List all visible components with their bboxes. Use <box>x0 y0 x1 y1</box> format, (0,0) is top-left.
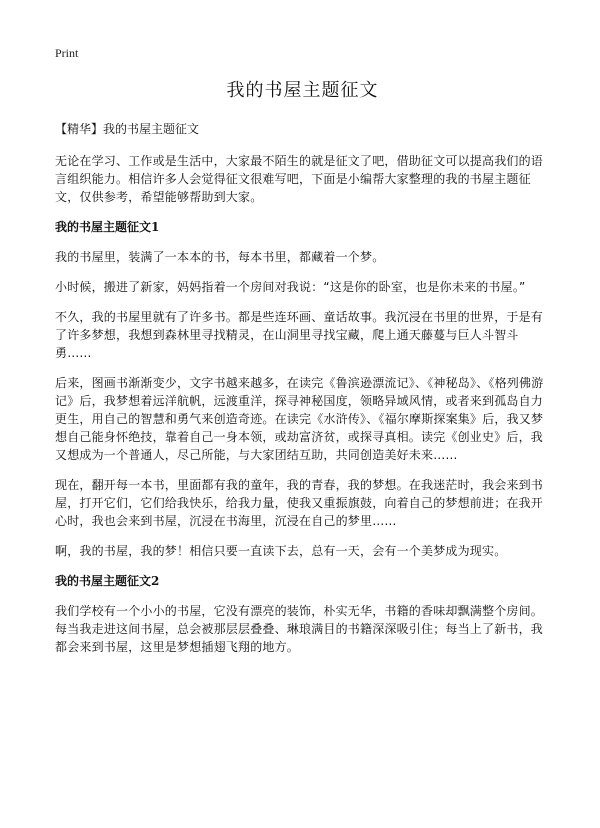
paragraph: 小时候，搬进了新家，妈妈指着一个房间对我说：“这是你的卧室，也是你未来的书屋。” <box>55 280 526 294</box>
document-body <box>55 78 550 668</box>
intro-paragraph: 无论在学习、工作或是生活中，大家最不陌生的就是征文了吧，借助征文可以提高我们的语言组织能力。相信许多人会觉得征文很难写吧，下面是小编帮大家整理的我的书屋主题征文，仅供参考，希望能够帮助到大家。 <box>55 154 544 204</box>
paragraph: 现在，翻开每一本书，里面都有我的童年，我的青春，我的梦想。在我迷茫时，我会来到书屋，打开它们，它们给我快乐，给我力量，使我又重振旗鼓，向着自己的梦想前进；在我开心时，我也会来到书屋，沉浸在书海里，沉浸在自己的梦里…… <box>55 478 544 528</box>
print-link[interactable]: Print <box>55 46 79 60</box>
paragraph: 啊，我的书屋，我的梦！相信只要一直读下去，总有一天，会有一个美梦成为现实。 <box>55 544 507 558</box>
paragraph: 我的书屋里，装满了一本本的书，每本书里，都藏着一个梦。 <box>55 250 385 264</box>
paragraph: 后来，图画书渐渐变少，文字书越来越多，在读完《鲁滨逊漂流记》、《神秘岛》、《格列佛游记》后，我梦想着远洋航帆，远渡重洋，探寻神秘国度，领略异域风情，或者来到孤岛自力更生，用自己的智慧和勇气来创造奇迹。在读完《水浒传》、《福尔摩斯探案集》后，我又梦想自己能身怀绝技，靠着自己一身本领，或劫富济贫，或探寻真相。读完《创业史》后，我又想成为一个普通人，尽己所能，与大家团结互助，共同创造美好未来…… <box>55 376 544 462</box>
paragraph: 我们学校有一个小小的书屋，它没有漂亮的装饰，朴实无华，书籍的香味却飘满整个房间。每当我走进这间书屋，总会被那层层叠叠、琳琅满目的书籍深深吸引住；每当上了新书，我都会来到书屋，这里是梦想插翅飞翔的地方。 <box>55 604 544 654</box>
breadcrumb: 【精华】我的书屋主题征文 <box>55 122 200 136</box>
paragraph: 不久，我的书屋里就有了许多书。都是些连环画、童话故事。我沉浸在书里的世界，于是有了许多梦想，我想到森林里寻找精灵，在山洞里寻找宝藏，爬上通天藤蔓与巨人斗智斗勇…… <box>55 310 544 360</box>
section-heading: 我的书屋主题征文2 <box>55 574 160 588</box>
section-heading: 我的书屋主题征文1 <box>55 220 160 234</box>
page-title: 我的书屋主题征文 <box>226 80 379 101</box>
